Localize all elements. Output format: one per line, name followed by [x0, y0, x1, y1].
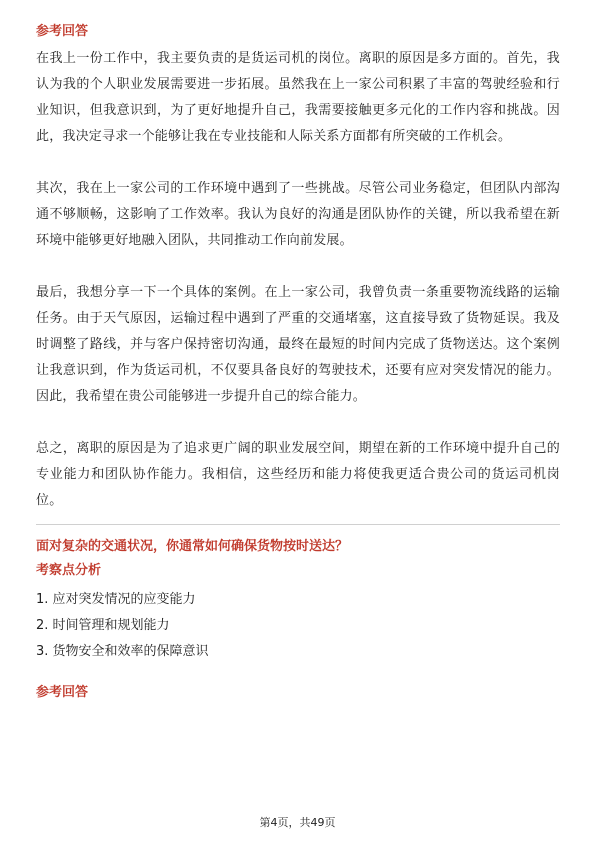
analysis-point: 1. 应对突发情况的应变能力	[36, 592, 196, 607]
interview-question: 面对复杂的交通状况，你通常如何确保货物按时送达？	[36, 539, 349, 554]
analysis-points	[36, 587, 560, 665]
answer-paragraph-2: 其次，我在上一家公司的工作环境中遇到了一些挑战。尽管公司业务稳定，但团队内部沟通不够顺畅，这影响了工作效率。我认为良好的沟通是团队协作的关键，所以我希望在新环境中能够更好地融入团队，共同推动工作向前发展。	[36, 181, 560, 248]
answer-paragraph-3: 最后，我想分享一下一个具体的案例。在上一家公司，我曾负责一条重要物流线路的运输任务。由于天气原因，运输过程中遇到了严重的交通堵塞，这直接导致了货物延误。我及时调整了路线，并与客户保持密切沟通，最终在最短的时间内完成了货物送达。这个案例让我意识到，作为货运司机，不仅要具备良好的驾驶技术，还要有应对突发情况的能力。因此，我希望在贵公司能够进一步提升自己的综合能力。	[36, 285, 560, 404]
page-number: 第4页，共49页	[259, 816, 336, 829]
analysis-point: 2. 时间管理和规划能力	[36, 618, 170, 633]
answer-paragraph-1: 在我上一份工作中，我主要负责的是货运司机的岗位。离职的原因是多方面的。首先，我认为我的个人职业发展需要进一步拓展。虽然我在上一家公司积累了丰富的驾驶经验和行业知识，但我意识到，为了更好地提升自己，我需要接触更多元化的工作内容和挑战。因此，我决定寻求一个能够让我在专业技能和人际关系方面都有所突破的工作机会。	[36, 51, 560, 144]
reference-answer-label-2: 参考回答	[36, 685, 89, 700]
analysis-point: 3. 货物安全和效率的保障意识	[36, 644, 209, 659]
section-divider	[36, 524, 560, 525]
analysis-label: 考察点分析	[36, 563, 102, 578]
reference-answer-label: 参考回答	[36, 24, 89, 39]
answer-paragraph-4: 总之，离职的原因是为了追求更广阔的职业发展空间，期望在新的工作环境中提升自己的专业能力和团队协作能力。我相信，这些经历和能力将使我更适合贵公司的货运司机岗位。	[36, 441, 560, 508]
page-content	[36, 22, 560, 707]
